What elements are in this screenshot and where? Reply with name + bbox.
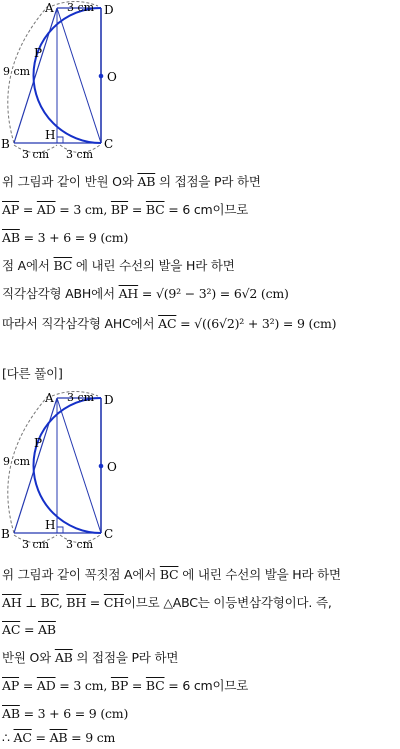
figure-1 <box>0 0 400 162</box>
trapezoid-diagram-2 <box>0 390 400 555</box>
text-line-11: $\overline{AP} = \overline{AD} = 3$ cm, $\overline{BP} = \overline{BC} = 6$ cm이므로 <box>2 678 249 693</box>
label-b: B <box>1 527 10 541</box>
text-line-6: 따라서 직각삼각형 AHC에서 $\overline{AC} = √((6√2)^2 + 3^2) = 9$ (cm) <box>2 316 337 331</box>
figure-2 <box>0 390 400 555</box>
text-line-8: $\overline{AH}$ ⊥ $\overline{BC}$, $\overline{BH} = \overline{CH}$이므로 △ABC는 이등변삼각형이다. 즉, <box>2 595 332 610</box>
text-line-12: $\overline{AB} = 3 + 6 = 9$ (cm) <box>2 706 129 721</box>
label-o: O <box>107 70 117 84</box>
length-hc: 3 cm <box>66 538 94 551</box>
label-p: P <box>34 46 43 60</box>
label-h: H <box>45 518 56 532</box>
text-line-1: 위 그림과 같이 반원 O와 $\overline{AB}$ 의 접점을 P라 하면 <box>2 174 261 189</box>
center-dot-o <box>99 464 104 469</box>
label-d: D <box>104 3 114 17</box>
label-o: O <box>107 460 117 474</box>
length-ab: 9 cm <box>3 455 31 468</box>
label-a: A <box>45 391 54 405</box>
length-ab: 9 cm <box>3 65 31 78</box>
semicircle-o <box>34 8 102 143</box>
segment-ac <box>57 8 101 143</box>
label-p: P <box>34 436 43 450</box>
label-a: A <box>45 1 54 15</box>
text-line-4: 점 A에서 $\overline{BC}$ 에 내린 수선의 발을 H라 하면 <box>2 258 235 273</box>
alt-solution-heading: [다른 풀이] <box>2 366 63 381</box>
length-bh: 3 cm <box>22 148 50 161</box>
right-angle-mark <box>57 527 63 533</box>
length-ad: 3 cm <box>67 391 95 404</box>
text-line-3: $\overline{AB} = 3 + 6 = 9$ (cm) <box>2 230 129 245</box>
label-c: C <box>104 137 114 151</box>
text-line-10: 반원 O와 $\overline{AB}$ 의 접점을 P라 하면 <box>2 650 179 665</box>
segment-ac <box>57 398 101 533</box>
text-line-13: ∴ $\overline{AC} = \overline{AB} = 9$ cm <box>2 730 116 745</box>
text-line-5: 직각삼각형 ABH에서 $\overline{AH} = √(9^2 - 3^2) = 6√2$ (cm) <box>2 286 289 301</box>
label-b: B <box>1 137 10 151</box>
length-hc: 3 cm <box>66 148 94 161</box>
length-ad: 3 cm <box>67 1 95 14</box>
text-line-2: $\overline{AP} = \overline{AD} = 3$ cm, $\overline{BP} = \overline{BC} = 6$ cm이므로 <box>2 202 249 217</box>
label-d: D <box>104 393 114 407</box>
label-h: H <box>45 128 56 142</box>
text-line-7: 위 그림과 같이 꼭짓점 A에서 $\overline{BC}$ 에 내린 수선의 발을 H라 하면 <box>2 567 341 582</box>
right-angle-mark <box>57 137 63 143</box>
length-bh: 3 cm <box>22 538 50 551</box>
text-line-9: $\overline{AC} = \overline{AB}$ <box>2 622 56 637</box>
trapezoid-diagram-1 <box>0 0 400 162</box>
semicircle-o <box>34 398 102 533</box>
center-dot-o <box>99 74 104 79</box>
label-c: C <box>104 527 114 541</box>
